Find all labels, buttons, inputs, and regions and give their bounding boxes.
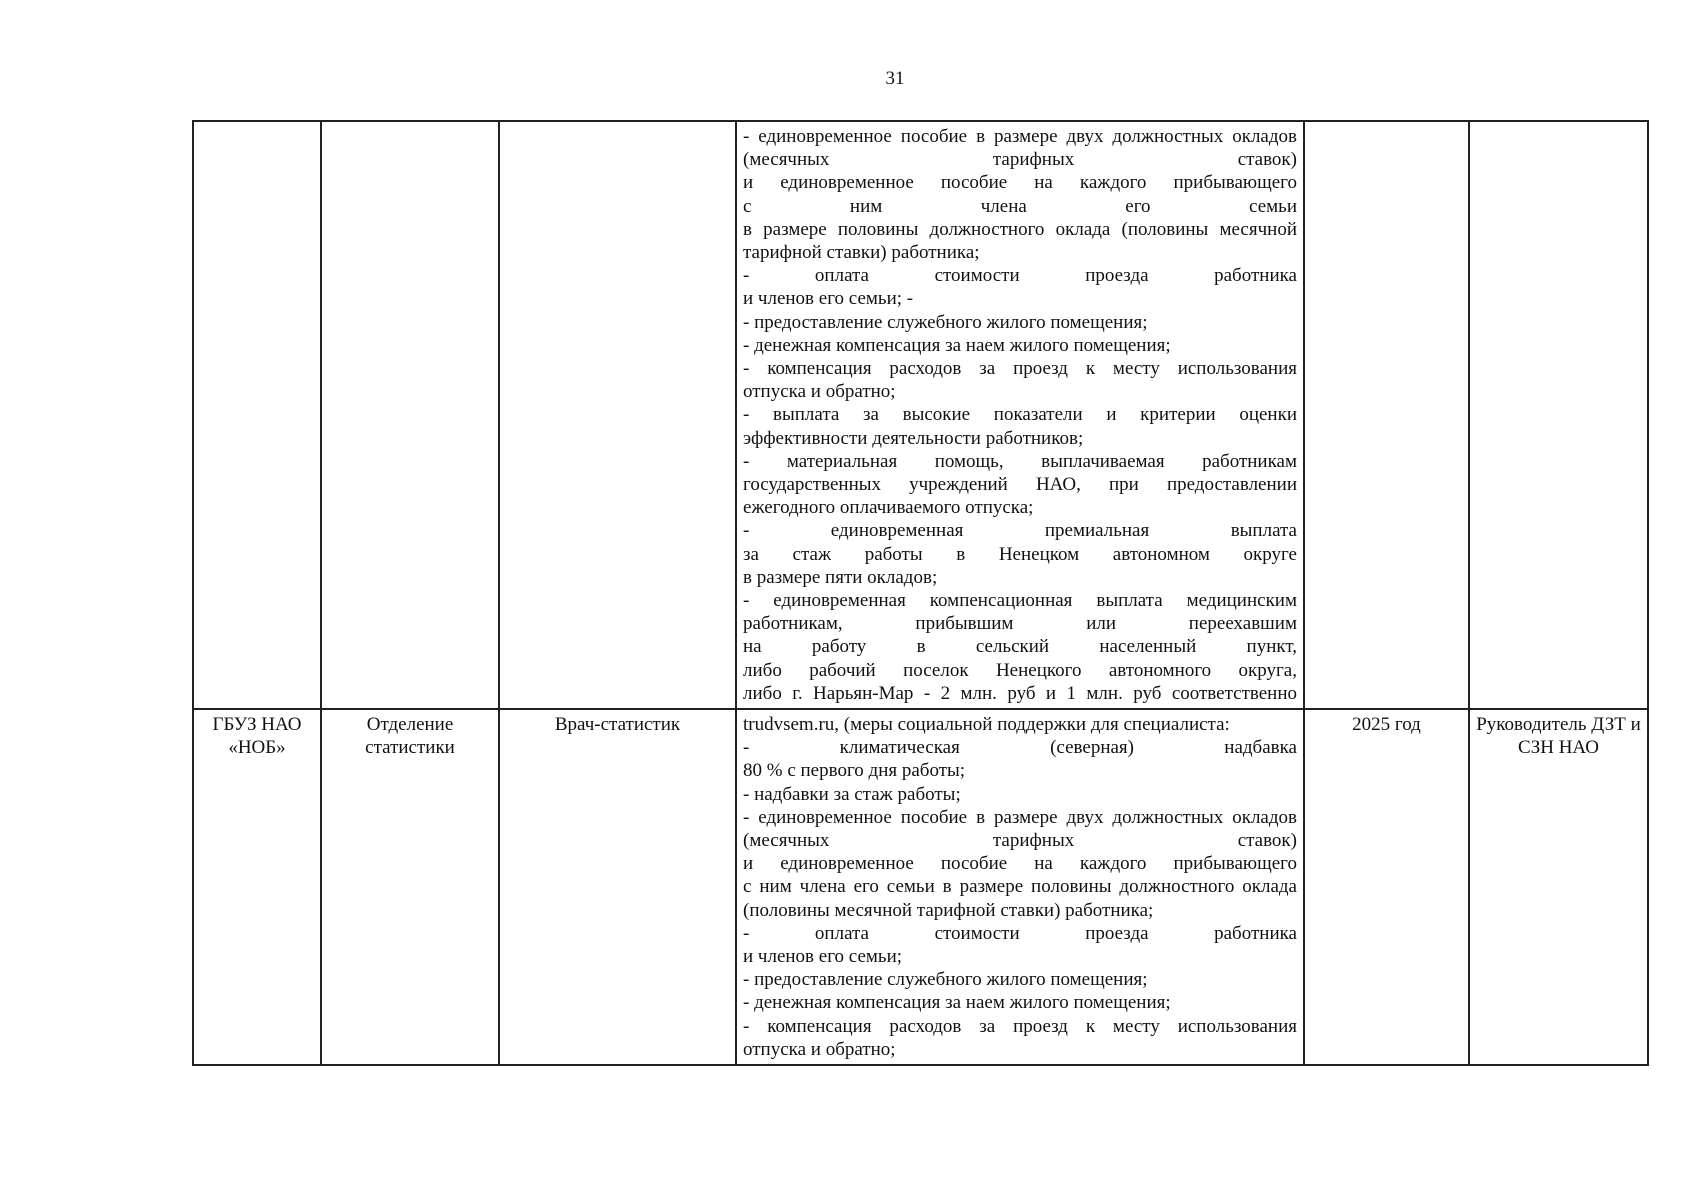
text-line: trudvsem.ru, (меры социальной поддержки для специалиста: xyxy=(743,714,1230,735)
text-line: отпуска и обратно; xyxy=(743,381,896,403)
text-line: - оплата стоимости проезда работника xyxy=(743,922,1297,944)
text-line: либо г. Нарьян-Мар - 2 млн. руб и 1 млн. руб соответственно xyxy=(743,682,1297,704)
org-cell: ГБУЗ НАО «НОБ» xyxy=(193,709,321,1065)
text-line: - предоставление служебного жилого помещения; xyxy=(743,311,1148,333)
position-cell: Врач-статистик xyxy=(499,709,736,1065)
text-line: - компенсация расходов за проезд к месту использования xyxy=(743,358,1297,380)
text-line: и единовременное пособие на каждого прибывающего xyxy=(743,853,1297,875)
text-line: (месячных тарифных ставок) xyxy=(743,830,1297,852)
text-line: - надбавки за стаж работы; xyxy=(743,783,961,805)
text-line: - единовременная премиальная выплата xyxy=(743,520,1297,542)
text-line: - единовременное пособие в размере двух должностных окладов xyxy=(743,126,1297,147)
text-line: (месячных тарифных ставок) xyxy=(743,149,1297,171)
vacancy-table xyxy=(192,120,1649,1066)
text-line: отпуска и обратно; xyxy=(743,1038,896,1060)
text-line: на работу в сельский населенный пункт, xyxy=(743,636,1297,658)
department-cell: Отделение статистики xyxy=(321,709,499,1065)
text-line: государственных учреждений НАО, при предоставлении xyxy=(743,474,1297,496)
text-line: - оплата стоимости проезда работника xyxy=(743,265,1297,287)
text-line: (половины месячной тарифной ставки) работника; xyxy=(743,899,1154,921)
text-line: эффективности деятельности работников; xyxy=(743,427,1084,449)
text-line: - денежная компенсация за наем жилого помещения; xyxy=(743,992,1171,1014)
text-line: - климатическая (северная) надбавка xyxy=(743,737,1297,759)
support-measures-cell xyxy=(736,709,1304,1065)
support-measures-cell xyxy=(736,121,1304,709)
text-line: - выплата за высокие показатели и критерии оценки xyxy=(743,404,1297,426)
responsible-cell xyxy=(1469,121,1648,709)
text-line: ежегодного оплачиваемого отпуска; xyxy=(743,497,1034,519)
responsible-cell: Руководитель ДЗТ и СЗН НАО xyxy=(1469,709,1648,1065)
text-line: и единовременное пособие на каждого прибывающего xyxy=(743,172,1297,194)
department-cell xyxy=(321,121,499,709)
text-line: - денежная компенсация за наем жилого помещения; xyxy=(743,334,1171,356)
text-line: - единовременное пособие в размере двух должностных окладов xyxy=(743,806,1297,828)
text-line: с ним члена его семьи в размере половины должностного оклада xyxy=(743,876,1297,898)
text-line: с ним члена его семьи xyxy=(743,195,1297,217)
text-line: либо рабочий поселок Ненецкого автономного округа, xyxy=(743,659,1297,681)
year-cell: 2025 год xyxy=(1304,709,1469,1065)
text-line: за стаж работы в Ненецком автономном округе xyxy=(743,543,1297,565)
text-line: - единовременная компенсационная выплата медицинским xyxy=(743,590,1297,612)
text-line: и членов его семьи; xyxy=(743,946,903,968)
text-line: и членов его семьи; - xyxy=(743,288,914,310)
text-line: тарифной ставки) работника; xyxy=(743,242,980,264)
position-cell xyxy=(499,121,736,709)
text-line: работникам, прибывшим или переехавшим xyxy=(743,613,1297,635)
text-line: в размере пяти окладов; xyxy=(743,566,938,588)
text-line: - компенсация расходов за проезд к месту использования xyxy=(743,1015,1297,1037)
text-line: - материальная помощь, выплачиваемая работникам xyxy=(743,450,1297,472)
text-line: в размере половины должностного оклада (половины месячной xyxy=(743,218,1297,240)
text-line: 80 % с первого дня работы; xyxy=(743,760,966,782)
org-cell xyxy=(193,121,321,709)
table-row xyxy=(193,121,1648,709)
year-cell xyxy=(1304,121,1469,709)
table-row xyxy=(193,709,1648,1065)
page-number: 31 xyxy=(885,68,905,89)
text-line: - предоставление служебного жилого помещения; xyxy=(743,969,1148,991)
